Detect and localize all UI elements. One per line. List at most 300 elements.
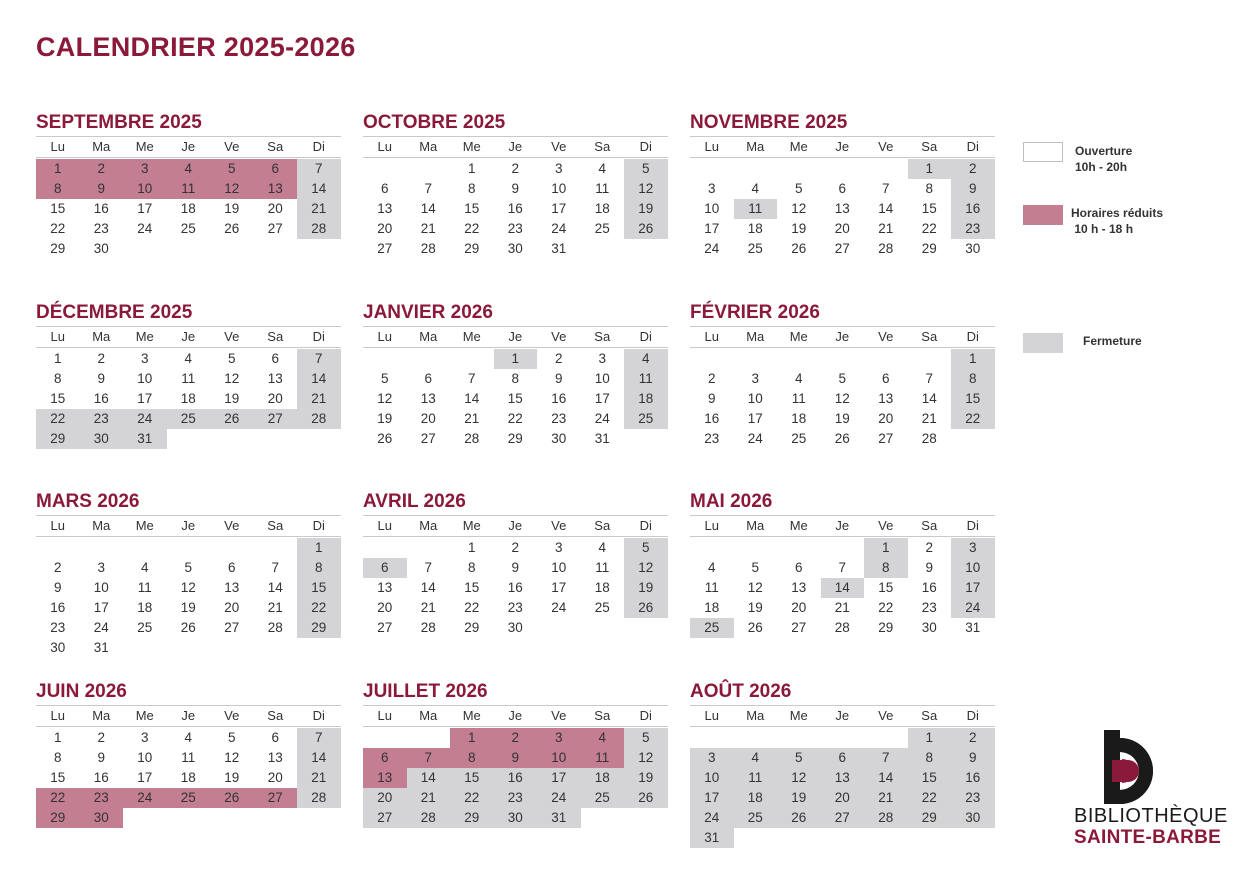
day-cell: 10 [137, 371, 153, 386]
day-cell: 24 [951, 598, 995, 618]
day-empty [210, 538, 254, 558]
day-cell: 14 [297, 748, 341, 768]
weekday-label: Ma [419, 139, 438, 154]
page-title: CALENDRIER 2025-2026 [36, 32, 356, 62]
day-cell: 3 [951, 538, 995, 558]
legend-reduced [1023, 205, 1163, 237]
day-cell: 6 [424, 371, 432, 386]
weekday-label: Sa [921, 329, 938, 344]
day-cell: 29 [507, 431, 523, 446]
day-cell: 12 [747, 580, 763, 595]
weekday-label: Me [462, 329, 481, 344]
day-cell: 17 [551, 580, 567, 595]
logo-line2: SAINTE-BARBE [1074, 827, 1222, 848]
day-cell: 18 [137, 600, 153, 615]
day-cell: 8 [925, 181, 933, 196]
day-cell: 13 [821, 768, 865, 788]
day-cell: 27 [420, 431, 436, 446]
day-empty [167, 538, 211, 558]
day-cell: 10 [551, 560, 567, 575]
day-cell: 27 [254, 788, 298, 808]
day-cell: 10 [747, 391, 763, 406]
weekday-label: Lu [50, 518, 65, 533]
month-name: MARS 2026 [36, 491, 140, 512]
day-cell: 24 [137, 221, 153, 236]
weekday-header [36, 515, 341, 537]
weekday-label: Me [135, 708, 154, 723]
day-cell: 5 [751, 560, 759, 575]
day-cell: 23 [921, 600, 937, 615]
month-name: NOVEMBRE 2025 [690, 112, 848, 133]
day-cell: 22 [878, 600, 894, 615]
day-cell: 29 [36, 429, 80, 449]
day-cell: 12 [224, 750, 240, 765]
weekday-header [690, 136, 995, 158]
day-cell: 24 [594, 411, 610, 426]
day-cell: 22 [450, 788, 494, 808]
day-cell: 14 [420, 580, 436, 595]
day-cell: 8 [297, 558, 341, 578]
day-empty [777, 349, 821, 369]
day-cell: 25 [167, 788, 211, 808]
days-grid [363, 349, 668, 449]
weekday-label: Di [639, 708, 652, 723]
day-cell: 29 [464, 620, 480, 635]
day-cell: 16 [50, 600, 66, 615]
day-empty [821, 728, 865, 748]
day-cell: 16 [921, 580, 937, 595]
day-cell: 23 [494, 788, 538, 808]
month-name: JANVIER 2026 [363, 302, 493, 323]
weekday-label: Sa [594, 708, 611, 723]
day-cell: 24 [123, 788, 167, 808]
day-cell: 11 [704, 580, 719, 595]
day-cell: 13 [878, 391, 894, 406]
weekday-label: Lu [50, 708, 65, 723]
day-cell: 26 [777, 808, 821, 828]
weekday-label: Me [135, 518, 154, 533]
day-empty [450, 349, 494, 369]
day-cell: 6 [380, 181, 389, 196]
day-cell: 11 [181, 750, 196, 765]
day-cell: 1 [951, 349, 995, 369]
weekday-label: Sa [921, 139, 938, 154]
day-cell: 26 [624, 219, 668, 239]
day-cell: 14 [864, 768, 908, 788]
day-cell: 25 [137, 620, 153, 635]
day-cell: 1 [467, 540, 476, 555]
weekday-label: Ve [551, 708, 567, 723]
day-cell: 21 [297, 768, 341, 788]
month-block [36, 300, 341, 449]
day-cell: 4 [581, 728, 625, 748]
day-cell: 1 [53, 351, 62, 366]
weekday-label: Me [462, 708, 481, 723]
day-cell: 2 [97, 351, 105, 366]
day-cell: 25 [581, 788, 625, 808]
day-cell: 20 [878, 411, 894, 426]
day-cell: 26 [377, 431, 393, 446]
day-cell: 2 [951, 728, 995, 748]
day-cell: 5 [624, 538, 668, 558]
day-cell: 20 [267, 201, 283, 216]
day-cell: 9 [80, 179, 124, 199]
day-cell: 30 [93, 241, 109, 256]
month-name: OCTOBRE 2025 [363, 112, 506, 133]
day-empty [363, 538, 407, 558]
day-cell: 16 [93, 391, 109, 406]
day-cell: 29 [464, 241, 480, 256]
day-cell: 9 [951, 748, 995, 768]
weekday-label: Ma [92, 518, 111, 533]
day-cell: 22 [507, 411, 523, 426]
day-cell: 3 [123, 159, 167, 179]
day-cell: 12 [624, 179, 668, 199]
day-cell: 4 [184, 351, 192, 366]
day-cell: 7 [424, 181, 432, 196]
day-cell: 17 [594, 391, 610, 406]
day-cell: 4 [624, 349, 668, 369]
month-block [363, 489, 668, 638]
day-cell: 18 [180, 201, 196, 216]
weekday-label: Ve [224, 708, 240, 723]
day-cell: 27 [377, 241, 393, 256]
day-cell: 11 [791, 391, 806, 406]
weekday-label: Di [639, 329, 652, 344]
day-empty [908, 349, 952, 369]
day-cell: 23 [80, 409, 124, 429]
day-cell: 2 [511, 540, 519, 555]
day-cell: 31 [690, 828, 734, 848]
day-cell: 7 [838, 560, 846, 575]
day-cell: 20 [363, 788, 407, 808]
day-cell: 16 [551, 391, 567, 406]
day-cell: 19 [834, 411, 850, 426]
day-cell: 1 [908, 728, 952, 748]
legend-reduced-hours: 10 h - 18 h [1071, 222, 1134, 236]
logo-mark-icon [1066, 728, 1222, 808]
day-cell: 18 [581, 768, 625, 788]
legend-closed-swatch [1023, 333, 1063, 353]
weekday-label: Me [462, 518, 481, 533]
weekday-label: Ma [419, 708, 438, 723]
day-cell: 28 [921, 431, 937, 446]
day-cell: 20 [821, 788, 865, 808]
month-name: JUIN 2026 [36, 681, 127, 702]
legend-open-label: Ouverture [1075, 144, 1133, 158]
day-cell: 4 [751, 181, 759, 196]
day-cell: 10 [93, 580, 109, 595]
weekday-label: Ve [551, 139, 567, 154]
weekday-label: Sa [267, 329, 284, 344]
day-cell: 15 [921, 201, 937, 216]
day-cell: 17 [704, 221, 720, 236]
days-grid [363, 159, 668, 259]
days-grid [690, 728, 995, 848]
day-cell: 18 [747, 221, 763, 236]
day-empty [821, 159, 865, 179]
day-cell: 22 [908, 788, 952, 808]
day-cell: 24 [551, 221, 567, 236]
day-cell: 5 [777, 748, 821, 768]
weekday-header [690, 515, 995, 537]
day-cell: 7 [407, 748, 451, 768]
weekday-label: Di [639, 518, 652, 533]
day-cell: 6 [271, 730, 279, 745]
weekday-label: Di [639, 139, 652, 154]
day-cell: 1 [467, 161, 476, 176]
day-cell: 13 [834, 201, 850, 216]
month-block [690, 679, 995, 848]
day-cell: 13 [363, 768, 407, 788]
day-cell: 20 [834, 221, 850, 236]
day-cell: 3 [140, 730, 149, 745]
month-name: SEPTEMBRE 2025 [36, 112, 202, 133]
day-empty [777, 159, 821, 179]
day-cell: 23 [551, 411, 567, 426]
day-cell: 28 [407, 808, 451, 828]
day-cell: 24 [123, 409, 167, 429]
library-logo [1066, 728, 1228, 853]
weekday-label: Ve [878, 139, 894, 154]
days-grid [690, 159, 995, 259]
day-empty [777, 538, 821, 558]
day-cell: 4 [184, 730, 192, 745]
legend-open-swatch [1023, 142, 1063, 162]
day-cell: 5 [227, 351, 236, 366]
day-cell: 26 [791, 241, 807, 256]
day-cell: 6 [254, 159, 298, 179]
weekday-label: Je [181, 329, 196, 344]
weekday-label: Ve [878, 518, 894, 533]
day-cell: 21 [878, 221, 894, 236]
month-block [363, 300, 668, 449]
days-grid [36, 538, 341, 658]
day-cell: 22 [464, 221, 480, 236]
day-cell: 25 [594, 600, 610, 615]
weekday-label: Ve [551, 518, 567, 533]
month-block [36, 489, 341, 658]
day-cell: 5 [184, 560, 192, 575]
weekday-header [363, 326, 668, 348]
day-empty [734, 728, 778, 748]
day-cell: 10 [137, 750, 153, 765]
day-cell: 17 [690, 788, 734, 808]
day-cell: 25 [734, 808, 778, 828]
day-cell: 3 [598, 351, 606, 366]
weekday-label: Sa [267, 518, 284, 533]
day-cell: 28 [464, 431, 480, 446]
day-cell: 12 [624, 748, 668, 768]
weekday-label: Me [789, 139, 808, 154]
day-cell: 31 [123, 429, 167, 449]
day-cell: 27 [363, 808, 407, 828]
day-cell: 15 [50, 201, 66, 216]
day-empty [123, 538, 167, 558]
month-block [36, 679, 341, 828]
day-cell: 11 [734, 199, 778, 219]
day-cell: 19 [624, 768, 668, 788]
day-cell: 24 [537, 788, 581, 808]
day-cell: 14 [407, 768, 451, 788]
day-cell: 19 [747, 600, 763, 615]
days-grid [36, 728, 341, 828]
day-cell: 18 [594, 580, 610, 595]
weekday-label: Me [135, 329, 154, 344]
day-cell: 2 [707, 371, 716, 386]
day-cell: 19 [791, 221, 807, 236]
day-cell: 15 [908, 768, 952, 788]
day-cell: 6 [227, 560, 236, 575]
day-cell: 7 [297, 159, 341, 179]
day-cell: 12 [777, 768, 821, 788]
day-cell: 3 [554, 161, 563, 176]
day-cell: 14 [821, 578, 865, 598]
day-cell: 28 [878, 241, 894, 256]
days-grid [363, 538, 668, 638]
weekday-header [36, 136, 341, 158]
day-cell: 4 [167, 159, 211, 179]
day-cell: 8 [908, 748, 952, 768]
weekday-label: Ma [419, 518, 438, 533]
weekday-header [363, 705, 668, 727]
weekday-header [690, 705, 995, 727]
month-block [363, 679, 668, 828]
day-cell: 25 [180, 221, 196, 236]
day-cell: 14 [420, 201, 436, 216]
day-cell: 13 [267, 750, 283, 765]
weekday-label: Je [508, 139, 523, 154]
weekday-header [36, 326, 341, 348]
day-cell: 21 [267, 600, 283, 615]
day-cell: 18 [180, 391, 196, 406]
day-cell: 20 [224, 600, 240, 615]
day-cell: 10 [551, 181, 567, 196]
day-cell: 16 [951, 768, 995, 788]
day-cell: 22 [464, 600, 480, 615]
day-cell: 29 [908, 808, 952, 828]
weekday-label: Me [789, 518, 808, 533]
day-cell: 12 [224, 371, 240, 386]
day-cell: 29 [50, 241, 66, 256]
day-cell: 4 [707, 560, 716, 575]
weekday-label: Sa [921, 708, 938, 723]
day-cell: 30 [965, 241, 981, 256]
day-cell: 18 [704, 600, 720, 615]
weekday-label: Lu [377, 708, 392, 723]
day-cell: 9 [511, 560, 519, 575]
days-grid [690, 538, 995, 638]
weekday-label: Me [789, 708, 808, 723]
month-block [36, 110, 341, 259]
day-empty [821, 538, 865, 558]
day-cell: 27 [377, 620, 393, 635]
weekday-label: Je [508, 708, 523, 723]
day-empty [407, 349, 451, 369]
day-cell: 15 [507, 391, 523, 406]
day-cell: 23 [93, 221, 109, 236]
day-cell: 22 [297, 598, 341, 618]
day-cell: 9 [554, 371, 563, 386]
day-cell: 12 [180, 580, 196, 595]
weekday-label: Je [181, 708, 196, 723]
day-cell: 31 [594, 431, 610, 446]
day-cell: 19 [224, 770, 240, 785]
weekday-label: Je [835, 329, 850, 344]
day-cell: 11 [167, 179, 211, 199]
day-cell: 11 [624, 369, 668, 389]
weekday-label: Lu [377, 329, 392, 344]
weekday-header [690, 326, 995, 348]
day-cell: 16 [507, 201, 523, 216]
month-name: JUILLET 2026 [363, 681, 488, 702]
day-cell: 1 [297, 538, 341, 558]
day-cell: 6 [271, 351, 279, 366]
day-cell: 1 [53, 730, 62, 745]
day-cell: 27 [834, 241, 850, 256]
weekday-label: Je [181, 139, 196, 154]
day-cell: 8 [511, 371, 519, 386]
day-cell: 15 [878, 580, 894, 595]
day-cell: 7 [297, 728, 341, 748]
day-cell: 24 [747, 431, 763, 446]
day-cell: 26 [180, 620, 196, 635]
day-cell: 14 [297, 369, 341, 389]
month-block [690, 110, 995, 259]
day-cell: 10 [690, 768, 734, 788]
day-cell: 27 [224, 620, 240, 635]
day-cell: 24 [690, 808, 734, 828]
day-cell: 12 [624, 558, 668, 578]
day-cell: 22 [36, 409, 80, 429]
day-cell: 9 [951, 179, 995, 199]
day-cell: 5 [838, 371, 846, 386]
weekday-label: Di [966, 139, 979, 154]
day-cell: 17 [93, 600, 109, 615]
day-cell: 18 [624, 389, 668, 409]
day-cell: 11 [595, 560, 610, 575]
day-cell: 9 [97, 750, 105, 765]
weekday-label: Me [462, 139, 481, 154]
day-cell: 23 [80, 788, 124, 808]
month-block [690, 300, 995, 449]
weekday-label: Ma [92, 139, 111, 154]
weekday-label: Me [789, 329, 808, 344]
day-cell: 10 [951, 558, 995, 578]
day-cell: 17 [137, 201, 153, 216]
weekday-label: Lu [50, 329, 65, 344]
day-cell: 21 [407, 788, 451, 808]
day-cell: 20 [267, 391, 283, 406]
day-cell: 28 [297, 788, 341, 808]
day-cell: 12 [377, 391, 393, 406]
day-empty [777, 728, 821, 748]
day-cell: 23 [50, 620, 66, 635]
weekday-label: Lu [704, 139, 719, 154]
day-cell: 28 [297, 219, 341, 239]
weekday-label: Ve [224, 329, 240, 344]
day-cell: 18 [180, 770, 196, 785]
day-cell: 23 [507, 221, 523, 236]
day-empty [363, 728, 407, 748]
weekday-label: Ma [746, 139, 765, 154]
weekday-label: Lu [377, 518, 392, 533]
month-name: MAI 2026 [690, 491, 773, 512]
day-cell: 14 [267, 580, 283, 595]
weekday-label: Lu [704, 708, 719, 723]
day-cell: 31 [965, 620, 981, 635]
weekday-label: Ve [224, 139, 240, 154]
